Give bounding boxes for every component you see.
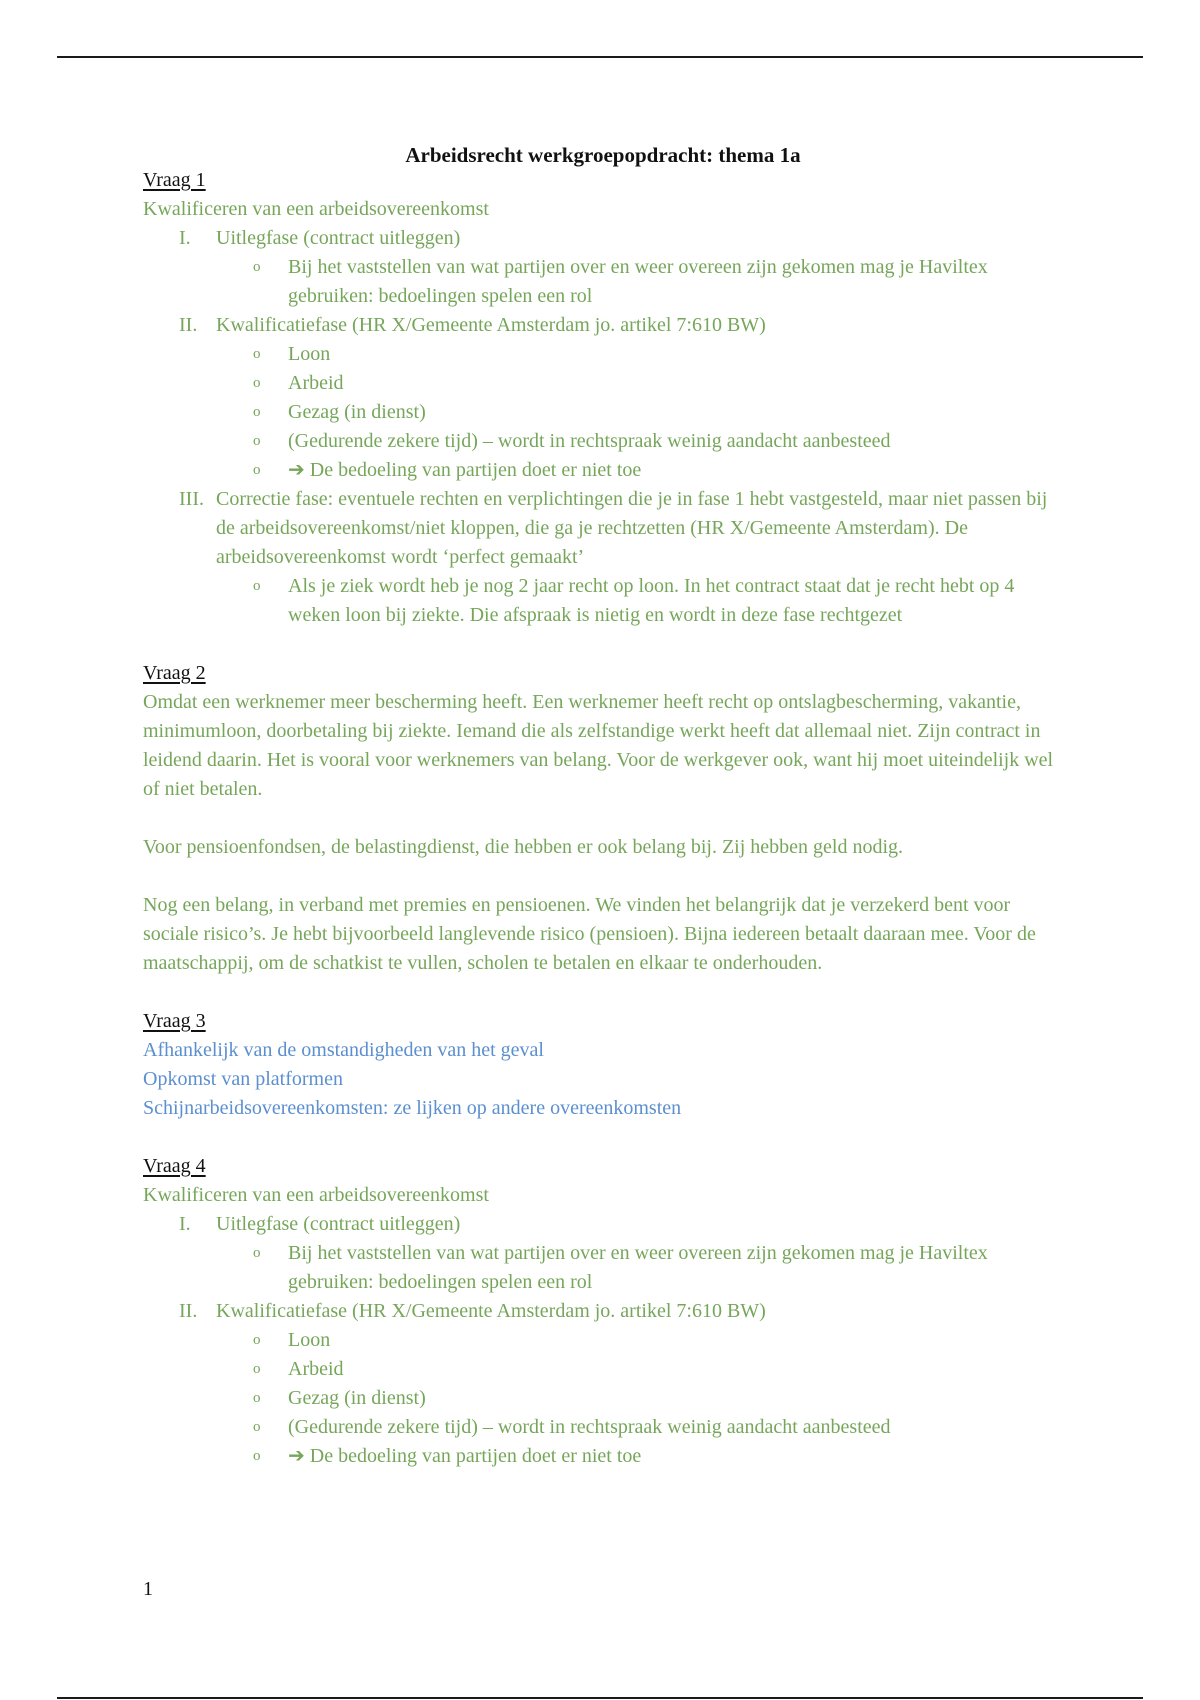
circle-bullet-icon: o xyxy=(253,1419,261,1435)
list-item xyxy=(143,340,1063,369)
list-item xyxy=(143,1413,1063,1442)
phase-item xyxy=(143,1297,1063,1326)
vraag-1-heading: Vraag 1 xyxy=(143,169,206,191)
circle-bullet-icon: o xyxy=(253,1332,261,1348)
phase-item xyxy=(143,1210,1063,1239)
circle-bullet-icon: o xyxy=(253,1448,261,1464)
phase-text: Uitlegfase (contract uitleggen) xyxy=(216,227,461,249)
list-item-text: Bij het vaststellen van wat partijen over en weer overeen zijn gekomen mag je Haviltex gebruiken: bedoelingen spelen een rol xyxy=(288,1242,988,1293)
paragraph: Nog een belang, in verband met premies en pensioenen. We vinden het belangrijk dat je verzekerd bent voor sociale risico’s. Je hebt bijvoorbeeld langlevende risico (pensioen). Bijna iedereen betaalt daaraan mee. Voor de maatschappij, om de schatkist te vullen, scholen te betalen en elkaar te onderhouden. xyxy=(143,894,1036,974)
answer-line: Afhankelijk van de omstandigheden van het geval xyxy=(143,1039,544,1061)
list-item xyxy=(143,1239,1063,1297)
roman-numeral: II. xyxy=(179,1300,198,1322)
top-rule xyxy=(57,56,1143,58)
circle-bullet-icon: o xyxy=(253,1245,261,1261)
paragraph: Voor pensioenfondsen, de belastingdienst, die hebben er ook belang bij. Zij hebben geld nodig. xyxy=(143,836,904,858)
spacer xyxy=(143,804,1063,833)
phase-text: Correctie fase: eventuele rechten en verplichtingen die je in fase 1 hebt vastgesteld, maar niet passen bij de arbeidsovereenkomst/niet kloppen, die ga je rechtzetten (HR X/Gemeente Amsterdam). De arbeidsovereenkomst wordt ‘perfect gemaakt’ xyxy=(216,488,1048,568)
circle-bullet-icon: o xyxy=(253,462,261,478)
list-item xyxy=(143,398,1063,427)
list-item-text: Gezag (in dienst) xyxy=(288,1387,426,1409)
answer-line: Opkomst van platformen xyxy=(143,1068,343,1090)
circle-bullet-icon: o xyxy=(253,433,261,449)
circle-bullet-icon: o xyxy=(253,1361,261,1377)
phase-text: Kwalificatiefase (HR X/Gemeente Amsterdam jo. artikel 7:610 BW) xyxy=(216,1300,766,1322)
paragraph: Omdat een werknemer meer bescherming heeft. Een werknemer heeft recht op ontslagbescherming, vakantie, minimumloon, doorbetaling bij ziekte. Iemand die als zelfstandige werkt heeft dat allemaal niet. Zijn contract in leidend daarin. Het is vooral voor werknemers van belang. Voor de werkgever ook, want hij moet uiteindelijk wel of niet betalen. xyxy=(143,691,1054,800)
vraag-4-section xyxy=(143,1152,1063,1471)
spacer xyxy=(143,862,1063,891)
answer-line: Schijnarbeidsovereenkomsten: ze lijken op andere overeenkomsten xyxy=(143,1097,682,1119)
phase-item xyxy=(143,224,1063,253)
roman-numeral: III. xyxy=(179,488,204,510)
list-item xyxy=(143,456,1063,485)
list-item xyxy=(143,1355,1063,1384)
list-item xyxy=(143,253,1063,311)
page-number: 1 xyxy=(143,1578,153,1600)
list-item-text: Bij het vaststellen van wat partijen over en weer overeen zijn gekomen mag je Haviltex gebruiken: bedoelingen spelen een rol xyxy=(288,256,988,307)
spacer xyxy=(143,630,1063,659)
roman-numeral: II. xyxy=(179,314,198,336)
vraag-4-intro: Kwalificeren van een arbeidsovereenkomst xyxy=(143,1184,489,1206)
document-content xyxy=(143,140,1063,1471)
list-item xyxy=(143,572,1063,630)
vraag-1-section xyxy=(143,166,1063,630)
list-item-text: Gezag (in dienst) xyxy=(288,401,426,423)
phase-item xyxy=(143,311,1063,340)
phase-text: Kwalificatiefase (HR X/Gemeente Amsterdam jo. artikel 7:610 BW) xyxy=(216,314,766,336)
vraag-4-heading: Vraag 4 xyxy=(143,1155,206,1177)
bottom-rule xyxy=(57,1697,1143,1699)
document-title: Arbeidsrecht werkgroepopdracht: thema 1a xyxy=(405,143,801,167)
phase-text: Uitlegfase (contract uitleggen) xyxy=(216,1213,461,1235)
list-item-text: Loon xyxy=(288,343,331,365)
list-item xyxy=(143,427,1063,456)
list-item-text: (Gedurende zekere tijd) – wordt in rechtspraak weinig aandacht aanbesteed xyxy=(288,430,891,452)
circle-bullet-icon: o xyxy=(253,1390,261,1406)
list-item-text: Als je ziek wordt heb je nog 2 jaar recht op loon. In het contract staat dat je recht hebt op 4 weken loon bij ziekte. Die afspraak is nietig en wordt in deze fase rechtgezet xyxy=(288,575,1015,626)
circle-bullet-icon: o xyxy=(253,404,261,420)
list-item-text: ➔ De bedoeling van partijen doet er niet toe xyxy=(288,459,642,481)
phase-item xyxy=(143,485,1063,572)
spacer xyxy=(143,1123,1063,1152)
vraag-3-heading: Vraag 3 xyxy=(143,1010,206,1032)
list-item-text: Arbeid xyxy=(288,1358,344,1380)
roman-numeral: I. xyxy=(179,227,191,249)
list-item xyxy=(143,1442,1063,1471)
vraag-2-section xyxy=(143,659,1063,978)
list-item-text: ➔ De bedoeling van partijen doet er niet toe xyxy=(288,1445,642,1467)
list-item xyxy=(143,1384,1063,1413)
roman-numeral: I. xyxy=(179,1213,191,1235)
vraag-3-section xyxy=(143,1007,1063,1123)
list-item xyxy=(143,1326,1063,1355)
circle-bullet-icon: o xyxy=(253,578,261,594)
list-item-text: Loon xyxy=(288,1329,331,1351)
list-item-text: Arbeid xyxy=(288,372,344,394)
list-item-text: (Gedurende zekere tijd) – wordt in rechtspraak weinig aandacht aanbesteed xyxy=(288,1416,891,1438)
circle-bullet-icon: o xyxy=(253,375,261,391)
vraag-2-heading: Vraag 2 xyxy=(143,662,206,684)
spacer xyxy=(143,978,1063,1007)
circle-bullet-icon: o xyxy=(253,346,261,362)
list-item xyxy=(143,369,1063,398)
vraag-1-intro: Kwalificeren van een arbeidsovereenkomst xyxy=(143,198,489,220)
circle-bullet-icon: o xyxy=(253,259,261,275)
